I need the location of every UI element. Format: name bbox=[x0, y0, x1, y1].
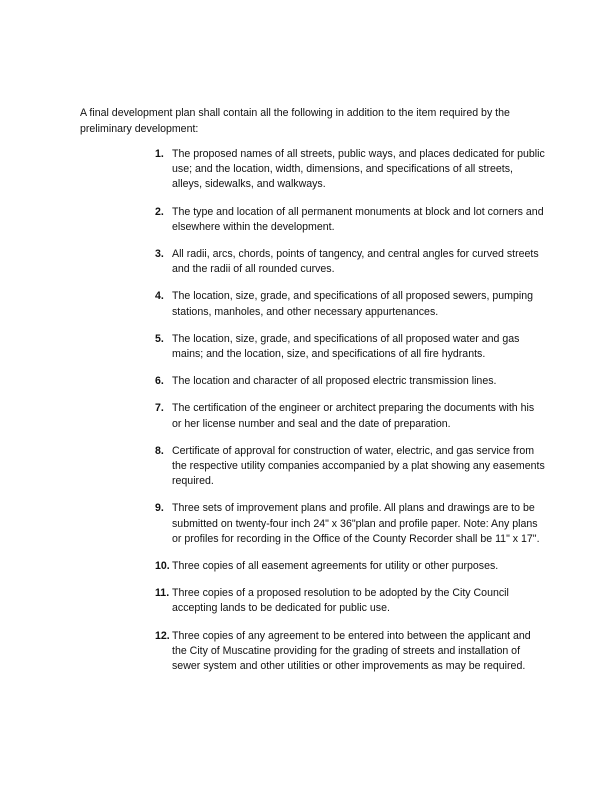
item-number: 3. bbox=[155, 248, 164, 261]
item-number: 5. bbox=[155, 332, 164, 345]
item-text: Three copies of any agreement to be entered into between the applicant and the City of Muscatine providing for the grading of streets and installation of sewer system and other utilities or other improvements as may be required. bbox=[172, 629, 531, 673]
list-item bbox=[155, 374, 545, 389]
item-text: The proposed names of all streets, public ways, and places dedicated for public use; and the location, width, dimensions, and specifications of all streets, alleys, sidewalks, and walkways. bbox=[172, 148, 545, 191]
item-text: The certification of the engineer or architect preparing the documents with his or her license number and seal and the date of preparation. bbox=[172, 402, 535, 430]
item-number: 8. bbox=[155, 444, 164, 457]
item-text: The location and character of all proposed electric transmission lines. bbox=[172, 375, 497, 388]
item-number: 12. bbox=[155, 629, 170, 642]
list-item bbox=[155, 586, 545, 616]
list-item bbox=[155, 444, 545, 490]
item-text: Certificate of approval for construction of water, electric, and gas service from the respective utility companies accompanied by a plat showing any easements required. bbox=[172, 444, 545, 488]
item-number: 9. bbox=[155, 502, 164, 515]
item-number: 6. bbox=[155, 375, 164, 388]
item-text: Three sets of improvement plans and profile. All plans and drawings are to be submitted on twenty-four inch 24" x 36"plan and profile paper. Note: Any plans or profiles for recording in the Office of the County Recorder shall be 11" x 17". bbox=[172, 502, 540, 545]
requirements-list bbox=[155, 147, 545, 674]
list-item bbox=[155, 332, 545, 362]
item-text: Three copies of all easement agreements for utility or other purposes. bbox=[172, 560, 499, 573]
item-number: 10. bbox=[155, 560, 170, 573]
list-item bbox=[155, 247, 545, 277]
item-text: The location, size, grade, and specifications of all proposed sewers, pumping stations, manholes, and other necessary appurtenances. bbox=[172, 290, 533, 318]
item-text: Three copies of a proposed resolution to be adopted by the City Council accepting lands to be dedicated for public use. bbox=[172, 587, 509, 615]
list-item bbox=[155, 205, 545, 235]
item-number: 4. bbox=[155, 290, 164, 303]
item-number: 11. bbox=[155, 587, 170, 600]
item-number: 7. bbox=[155, 402, 164, 415]
item-number: 2. bbox=[155, 205, 164, 218]
intro-paragraph: A final development plan shall contain all the following in addition to the item required by the preliminary development: bbox=[80, 107, 510, 135]
list-item bbox=[155, 501, 545, 547]
item-text: The type and location of all permanent monuments at block and lot corners and elsewhere within the development. bbox=[172, 205, 544, 233]
list-item bbox=[155, 401, 545, 431]
list-item bbox=[155, 629, 545, 675]
list-item bbox=[155, 559, 545, 574]
item-number: 1. bbox=[155, 148, 164, 160]
list-item bbox=[155, 289, 545, 319]
item-text: The location, size, grade, and specifications of all proposed water and gas mains; and the location, size, and specifications of all fire hydrants. bbox=[172, 332, 520, 361]
item-text: All radii, arcs, chords, points of tangency, and central angles for curved streets and the radii of all rounded curves. bbox=[172, 248, 539, 276]
list-item bbox=[155, 147, 545, 193]
